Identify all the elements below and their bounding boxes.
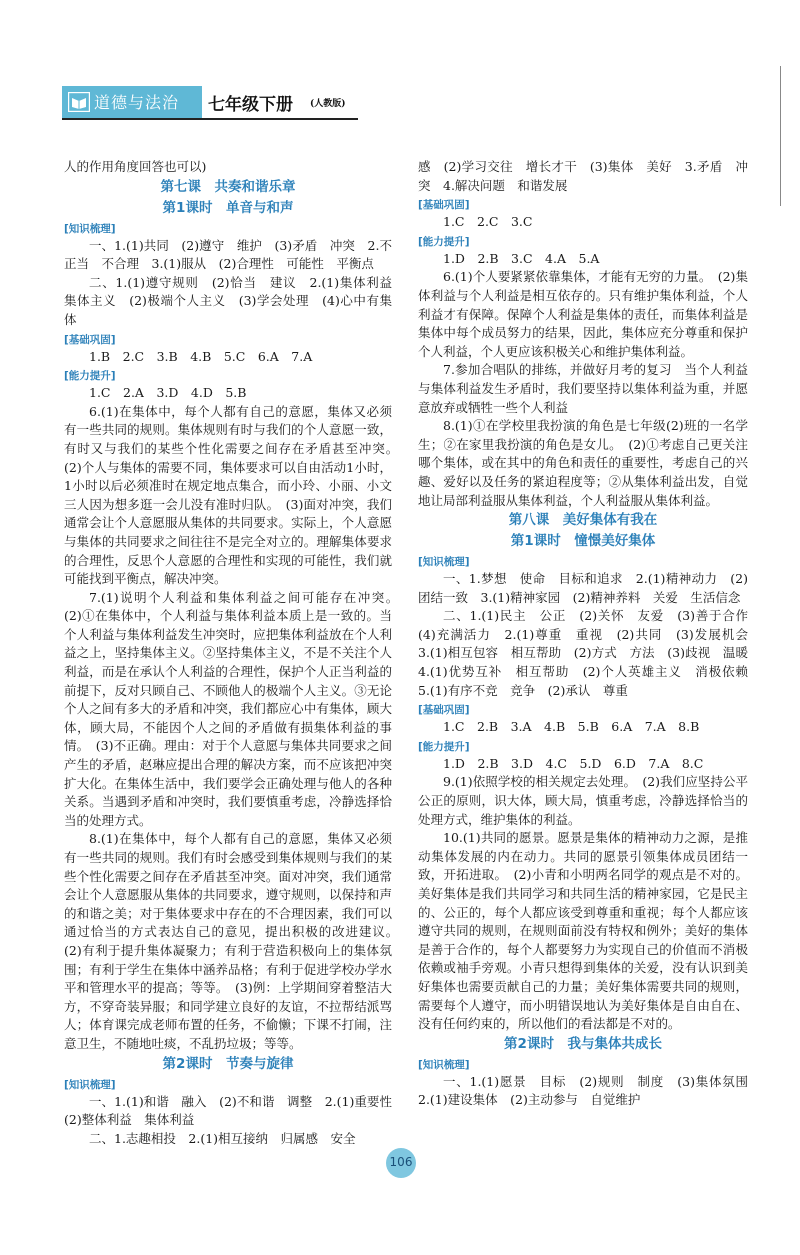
lesson-heading: 第1课时 单音与和声 — [162, 199, 294, 216]
section-tag: [基础巩固] — [64, 333, 116, 346]
answer-paragraph: 人的作用角度回答也可以) — [64, 159, 207, 174]
answer-paragraph: 6.(1)在集体中，每个人都有自己的意愿，集体又必须有一些共同的规则。集体规则有时与我们的个人意愿一致，有时又与我们的某些个性化需要之间存在矛盾甚至冲突。 (2)个人与集体的需要不同，集体要求可以自由活动1小时，1小时以后必须准时在规定地点集合，而小玲、小丽、小文三人因为想多逛一会儿没有准时归队。 (3)面对冲突，我们通常会让个人意愿服从集体的共同要求。实际上，个人意愿与集体的共同要求之间往往不是完全对立的。理解集体要求的合理性，反思个人意愿的合理性和实现的可能性，我们就可能找到平衡点，解决冲突。 — [64, 403, 405, 587]
answer-paragraph: 9.(1)依照学校的相关规定去处理。 (2)我们应坚持公平公正的原则，识大体，顾大局，慎重考虑，冷静选择恰当的处理方式，维护集体的利益。 — [418, 774, 748, 827]
section-tag: [能力提升] — [418, 740, 470, 753]
answer-paragraph: 1.C 2.A 3.D 4.D 5.B — [89, 385, 247, 401]
answer-paragraph: 二、1.(1)遵守规则 (2)恰当 建议 2.(1)集体利益 集体主义 (2)极端个人主义 (3)学会处理 (4)心中有集体 — [64, 274, 405, 327]
answer-paragraph: 二、1.志趣相投 2.(1)相互接纳 归属感 安全 — [89, 1130, 356, 1146]
section-tag-row — [418, 700, 748, 718]
section-tag-row — [64, 366, 392, 384]
answer-paragraph: 1.B 2.C 3.B 4.B 5.C 6.A 7.A — [89, 348, 313, 364]
section-tag-row — [418, 195, 748, 213]
section-tag-row — [418, 552, 748, 570]
grade-title: 七年级下册 — [208, 95, 293, 115]
section-tag-row — [418, 1055, 748, 1073]
section-tag: [能力提升] — [64, 370, 116, 383]
book-header — [62, 86, 358, 118]
lesson-heading: 第2课时 节奏与旋律 — [162, 1055, 294, 1072]
answer-paragraph: 一、1.(1)愿景 目标 (2)规则 制度 (3)集体氛围 2.(1)建设集体 (2)主动参与 自觉维护 — [418, 1073, 761, 1108]
answer-paragraph: 感 (2)学习交往 增长才干 (3)集体 美好 3.矛盾 冲突 4.解决问题 和谐发展 — [418, 159, 748, 193]
answer-paragraph: 10.(1)共同的愿景。愿景是集体的精神动力之源，是推动集体发展的内在动力。共同的愿景引领集体成员团结一致，开拓进取。 (2)小青和小明两名同学的观点是不对的。美好集体是我们共同学习和共同生活的精神家园，它是民主的、公正的，每个人都应该受到尊重和重视；每个人都应该遵守共同的规则，在规则面前没有特权和例外；美好的集体是善于合作的，每个人都要努力为实现自己的价值而不消极依赖或袖手旁观。小青只想得到集体的关爱，没有认识到美好集体也需要贡献自己的力量；美好集体需要共同的规则，需要每个人遵守，而小明错误地认为美好集体是自由自在、没有任何约束的，所以他们的看法都是不对的。 — [418, 830, 748, 1032]
left-column — [64, 158, 405, 1148]
page-edge-line — [780, 66, 781, 206]
answer-paragraph: 8.(1)在集体中，每个人都有自己的意愿，集体又必须有一些共同的规则。我们有时会感受到集体规则与我们的某些个性化需要之间存在矛盾甚至冲突。面对冲突，我们通常会让个人意愿服从集体的共同要求，遵守规则，以保持和声的和谐之美；对于集体要求中存在的不合理因素，我们可以通过恰当的方式表达自己的意见，提出积极的改进建议。 (2)有利于提升集体凝聚力；有利于营造积极向上的集体氛围；有利于学生在集体中涵养品格；有利于促进学校办学水平和管理水平的提高；等等。 (3)例：上学期间穿着整洁大方，不穿奇装异服；和同学建立良好的友谊，不拉帮结派骂人；体育课完成老师布置的任务，不偷懒；下课不打闹，注意卫生，不随地吐痰，不乱扔垃圾；等等。 — [64, 831, 405, 1051]
answer-paragraph: 一、1.梦想 使命 目标和追求 2.(1)精神动力 (2)团结一致 3.(1)精神家园 (2)精神养料 关爱 生活信念 — [418, 571, 748, 605]
answer-paragraph: 7.(1)说明个人利益和集体利益之间可能存在冲突。 (2)①在集体中，个人利益与集体利益本质上是一致的。当个人利益与集体利益发生冲突时，应把集体利益放在个人利益之上，坚持集体主义。②坚持集体主义，不是不关注个人利益，而是在承认个人利益的合理性，保护个人正当利益的前提下，反对只顾自己、不顾他人的极端个人主义。③无论个人之间有多大的矛盾和冲突，我们都应心中有集体，顾大体，顾大局，不能因个人之间的矛盾做有损集体利益的事情。 (3)不正确。理由：对于个人意愿与集体共同要求之间产生的矛盾，赵琳应提出合理的解决方案，而不应该把冲突扩大化。在集体生活中，我们要学会正确处理与他人的各种关系。当遇到矛盾和冲突时，我们要慎重考虑，冷静选择恰当的处理方式。 — [64, 589, 405, 828]
lesson-heading: 第八课 美好集体有我在 — [508, 512, 658, 529]
page-number: 106 — [389, 1155, 413, 1169]
subject-badge — [62, 86, 202, 118]
answer-paragraph: 6.(1)个人要紧紧依靠集体，才能有无穷的力量。 (2)集体利益与个人利益是相互依存的。只有维护集体利益，个人利益才有保障。保障个人利益是集体的责任，而集体利益是集体中每个成员努力的结果，因此，集体应充分尊重和保护个人利益，个人更应该积极关心和维护集体利益。 — [418, 269, 748, 359]
header-rule — [62, 118, 358, 120]
lesson-heading: 第2课时 我与集体共成长 — [504, 1035, 662, 1052]
right-column — [418, 158, 761, 1110]
section-tag: [基础巩固] — [418, 199, 470, 212]
section-tag: [知识梳理] — [64, 222, 116, 235]
answer-paragraph: 1.D 2.B 3.D 4.C 5.D 6.D 7.A 8.C — [443, 755, 704, 771]
section-tag: [知识梳理] — [64, 1078, 116, 1091]
answer-paragraph: 8.(1)①在学校里我扮演的角色是七年级(2)班的一名学生；②在家里我扮演的角色是女儿。 (2)①考虑自己更关注哪个集体，或在其中的角色和责任的重要性，考虑自己的兴趣、爱好以及任务的紧迫程度等；②从集体利益出发，自觉地让局部利益服从集体利益，个人利益服从集体利益。 — [418, 418, 748, 508]
lesson-heading: 第1课时 憧憬美好集体 — [510, 533, 656, 550]
answer-paragraph: 1.D 2.B 3.C 4.A 5.A — [443, 250, 600, 266]
answer-paragraph: 1.C 2.B 3.A 4.B 5.B 6.A 7.A 8.B — [443, 719, 700, 735]
open-book-icon — [68, 92, 90, 112]
answer-paragraph: 7.参加合唱队的排练，并做好月考的复习 当个人利益与集体利益发生矛盾时，我们要坚持以集体利益为重，并愿意放弃或牺牲一些个人利益 — [418, 362, 748, 415]
answer-paragraph: 一、1.(1)共同 (2)遵守 维护 (3)矛盾 冲突 2.不正当 不合理 3.(1)服从 (2)合理性 可能性 平衡点 — [64, 237, 392, 272]
section-tag: [知识梳理] — [418, 556, 470, 569]
lesson-heading: 第七课 共奏和谐乐章 — [160, 178, 296, 195]
section-tag: [能力提升] — [418, 235, 470, 248]
subject-title: 道德与法治 — [94, 93, 180, 112]
section-tag-row — [64, 330, 392, 348]
answer-paragraph: 二、1.(1)民主 公正 (2)关怀 友爱 (3)善于合作 (4)充满活力 2.(1)尊重 重视 (2)共同 (3)发展机会 3.(1)相互包容 相互帮助 (2)方式 方法 (3)歧视 温暖 4.(1)优势互补 相互帮助 (2)个人英雄主义 消极依赖 5.(1)有序不竞 竞争 (2)承认 尊重 — [418, 608, 761, 698]
section-tag-row — [64, 219, 392, 237]
section-tag: [知识梳理] — [418, 1058, 470, 1071]
section-tag-row — [418, 737, 748, 755]
page-number-badge — [386, 1148, 416, 1178]
section-tag-row — [418, 232, 748, 250]
edition-label: (人教版) — [310, 99, 346, 109]
answer-paragraph: 1.C 2.C 3.C — [443, 214, 533, 230]
section-tag: [基础巩固] — [418, 704, 470, 717]
section-tag-row — [64, 1075, 392, 1093]
answer-paragraph: 一、1.(1)和谐 融入 (2)不和谐 调整 2.(1)重要性 (2)整体利益 集体利益 — [64, 1093, 405, 1128]
